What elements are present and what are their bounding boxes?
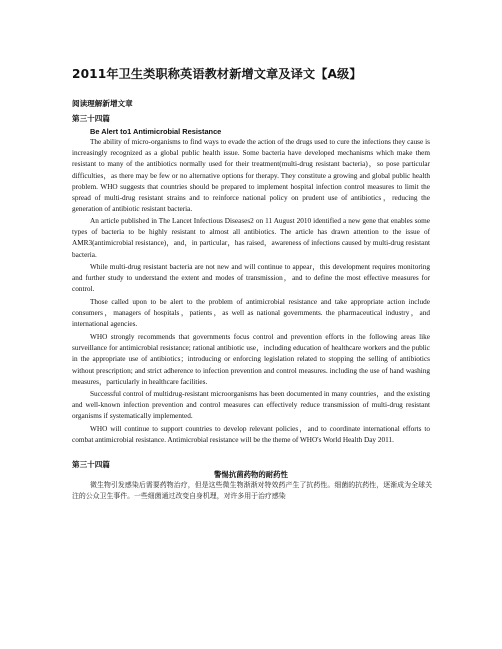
paragraph-6: Successful control of multidrug-resistant microorganisms has been documented in many countries，and the existing and well-known infection prevention and control measures can effectively reduce transmission of multi-drug resistant organisms if systematically implemented. [72, 390, 430, 421]
document-title: 2011年卫生类职称英语教材新增文章及译文【A级】 [72, 67, 362, 81]
translation-title: 警惕抗菌药物的耐药性 [214, 470, 288, 479]
paragraph-5: WHO strongly recommends that governments focus control and prevention efforts in the following areas like surveillance for antimicrobial resistance; rational antibiotic use，including education of healthcare workers and the public in the appropriate use of antibiotics；introducing or enforcing legislation related to stopping the selling of antibiotics without prescription; and strict adherence to infection prevention and control measures. including the use of hand washing measures，particularly in healthcare facilities. [72, 333, 430, 386]
article-title: Be Alert to1 Antimicrobial Resistance [90, 127, 222, 136]
paragraph-1: The ability of micro-organisms to find ways to evade the action of the drugs used to cure the infections they cause is increasingly recognized as a global public health issue. Some bacteria have developed mechanisms which make them resistant to many of the antibiotics normally used for their treatment(multi-drug resistant bacteria)，so pose particular difficulties，as there may be few or no alternative options for therapy. They constitute a growing and global public health problem. WHO suggests that countries should be prepared to implement hospital infection control measures to limit the spread of multi-drug resistant strains and to reinforce national policy on prudent use of antibiotics，reducing the generation of antibiotic resistant bacteria. [72, 138, 430, 214]
section-heading: 阅读理解新增文章 [72, 99, 133, 108]
translation-paragraph: 微生物引发感染后需要药物治疗，但是这些微生物渐渐对特效药产生了抗药性。细菌的抗药性，逐渐成为全球关注的公众卫生事件。一些细菌通过改变自身机理，对许多用于治疗感染 [72, 481, 432, 501]
paragraph-2: An article published in The Lancet Infectious Diseases2 on 11 August 2010 identified a new gene that enables some types of bacteria to be highly resistant to almost all antibiotics. The article has drawn attention to the issue of AMR3(antimicrobial resistance)，and，in particular，has raised，awareness of infections caused by multi-drug resistant bacteria. [72, 217, 430, 259]
paragraph-4: Those called upon to be alert to the problem of antimicrobial resistance and take appropriate action include consumers，managers of hospitals，patients，as well as national governments. the pharmaceutical industry，and international agencies. [72, 298, 430, 329]
paragraph-7: WHO will continue to support countries to develop relevant policies，and to coordinate international efforts to combat antimicrobial resistance. Antimicrobial resistance will be the theme of WHO's World Health Day 2011. [72, 425, 430, 445]
lesson-heading: 第三十四篇 [72, 114, 110, 123]
translation-heading: 第三十四篇 [72, 460, 110, 469]
paragraph-3: While multi-drug resistant bacteria are not new and will continue to appear，this development requires monitoring and further study to understand the extent and modes of transmission，and to define the most effective measures for control. [72, 263, 430, 294]
